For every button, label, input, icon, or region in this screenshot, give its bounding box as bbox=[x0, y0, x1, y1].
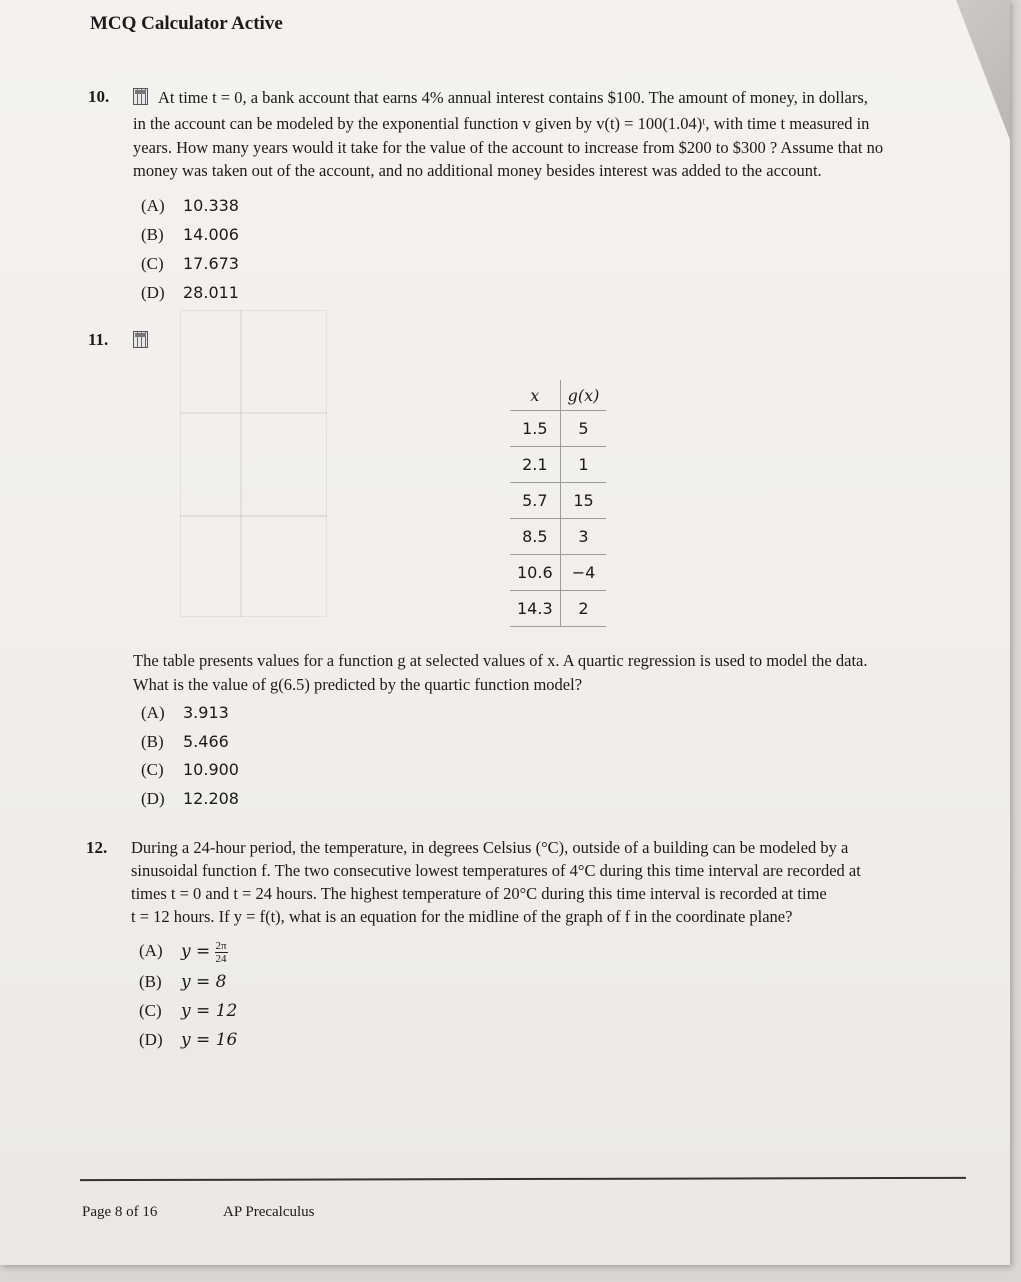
fraction-denominator: 24 bbox=[215, 953, 227, 965]
table-cell: 10.6 bbox=[510, 555, 560, 591]
table-header-x: x bbox=[510, 380, 560, 411]
choice-value: 5.466 bbox=[183, 732, 229, 751]
table-row bbox=[510, 519, 606, 555]
q10-choice-d[interactable] bbox=[141, 283, 239, 303]
q11-choice-d[interactable] bbox=[141, 789, 239, 809]
choice-value: 3.913 bbox=[183, 703, 229, 722]
table-cell: 5 bbox=[560, 411, 606, 447]
table-row bbox=[510, 555, 606, 591]
fraction-numerator: 2π bbox=[215, 940, 227, 952]
question-10-number: 10. bbox=[88, 87, 110, 106]
table-cell: 2 bbox=[560, 591, 606, 627]
fraction bbox=[215, 940, 228, 965]
choice-letter: (B) bbox=[139, 972, 162, 991]
function-table bbox=[510, 380, 606, 627]
choice-letter: (C) bbox=[139, 1001, 162, 1020]
show-through-line bbox=[180, 515, 327, 517]
choice-value: 28.011 bbox=[183, 283, 239, 302]
table-cell: 2.1 bbox=[510, 447, 560, 483]
course-name: AP Precalculus bbox=[223, 1204, 315, 1220]
table-cell: 5.7 bbox=[510, 483, 560, 519]
table-cell: 1.5 bbox=[510, 411, 560, 447]
question-12-number: 12. bbox=[86, 838, 108, 857]
calculator-icon bbox=[133, 331, 148, 348]
table-row bbox=[510, 447, 606, 483]
show-through-grid bbox=[180, 310, 327, 617]
choice-letter: (D) bbox=[139, 1030, 163, 1049]
calculator-icon bbox=[133, 88, 148, 105]
question-10-line-1: At time t = 0, a bank account that earns 4% annual interest contains $100. The amount of money, in dollars, bbox=[158, 88, 868, 107]
choice-value: 10.338 bbox=[183, 196, 239, 215]
table-header-gx: g(x) bbox=[560, 380, 606, 411]
choice-lhs: y = bbox=[181, 941, 211, 962]
choice-value: y = 8 bbox=[181, 972, 227, 992]
table-cell: 14.3 bbox=[510, 591, 560, 627]
choice-value: y = 12 bbox=[181, 1001, 238, 1021]
choice-letter: (A) bbox=[141, 703, 165, 722]
question-12-line-1: During a 24-hour period, the temperature, in degrees Celsius (°C), outside of a building can be modeled by a bbox=[131, 838, 849, 857]
q11-choice-c[interactable] bbox=[141, 760, 239, 780]
choice-value: 10.900 bbox=[183, 760, 239, 779]
question-10-line-4: money was taken out of the account, and no additional money besides interest was added to the account. bbox=[133, 161, 822, 180]
footer-divider bbox=[80, 1177, 966, 1181]
question-12-line-3: times t = 0 and t = 24 hours. The highest temperature of 20°C during this time interval is recorded at time bbox=[131, 884, 827, 903]
choice-letter: (B) bbox=[141, 225, 164, 244]
q12-choice-d[interactable] bbox=[139, 1030, 237, 1050]
table-cell: −4 bbox=[560, 555, 606, 591]
question-12-line-2: sinusoidal function f. The two consecutive lowest temperatures of 4°C during this time interval are recorded at bbox=[131, 861, 861, 880]
table-header-row bbox=[510, 380, 606, 411]
choice-value: 12.208 bbox=[183, 789, 239, 808]
choice-letter: (B) bbox=[141, 732, 164, 751]
page-header: MCQ Calculator Active bbox=[90, 13, 283, 34]
table-cell: 1 bbox=[560, 447, 606, 483]
page-number: Page 8 of 16 bbox=[82, 1204, 158, 1220]
table-row bbox=[510, 591, 606, 627]
question-11-line-1: The table presents values for a function g at selected values of x. A quartic regression is used to model the data. bbox=[133, 651, 868, 670]
choice-letter: (A) bbox=[141, 196, 165, 215]
table-cell: 15 bbox=[560, 483, 606, 519]
question-11-line-2: What is the value of g(6.5) predicted by the quartic function model? bbox=[133, 675, 583, 694]
table-row bbox=[510, 483, 606, 519]
table-cell: 8.5 bbox=[510, 519, 560, 555]
choice-letter: (C) bbox=[141, 254, 164, 273]
show-through-line bbox=[180, 412, 327, 414]
q12-choice-a[interactable] bbox=[139, 940, 228, 965]
show-through-line bbox=[240, 310, 242, 617]
question-10-line-3: years. How many years would it take for the value of the account to increase from $200 to $300 ? Assume that no bbox=[133, 138, 884, 157]
choice-value: 17.673 bbox=[183, 254, 239, 273]
page-corner-shadow bbox=[920, 0, 1010, 140]
q12-choice-b[interactable] bbox=[139, 972, 226, 992]
table-cell: 3 bbox=[560, 519, 606, 555]
q10-choice-a[interactable] bbox=[141, 196, 239, 216]
choice-letter: (D) bbox=[141, 283, 165, 302]
question-10-line-2: in the account can be modeled by the exponential function v given by v(t) = 100(1.04)ᵗ, with time t measured in bbox=[133, 114, 870, 133]
q12-choice-c[interactable] bbox=[139, 1001, 237, 1021]
choice-letter: (D) bbox=[141, 789, 165, 808]
choice-letter: (C) bbox=[141, 760, 164, 779]
question-11-number: 11. bbox=[88, 330, 109, 349]
question-12-line-4: t = 12 hours. If y = f(t), what is an equation for the midline of the graph of f in the coordinate plane? bbox=[131, 907, 793, 926]
q10-choice-b[interactable] bbox=[141, 225, 239, 245]
q11-choice-a[interactable] bbox=[141, 703, 229, 723]
q11-choice-b[interactable] bbox=[141, 732, 229, 752]
q10-choice-c[interactable] bbox=[141, 254, 239, 274]
choice-letter: (A) bbox=[139, 941, 163, 961]
table-row bbox=[510, 411, 606, 447]
choice-value: 14.006 bbox=[183, 225, 239, 244]
choice-value: y = 16 bbox=[181, 1030, 238, 1050]
